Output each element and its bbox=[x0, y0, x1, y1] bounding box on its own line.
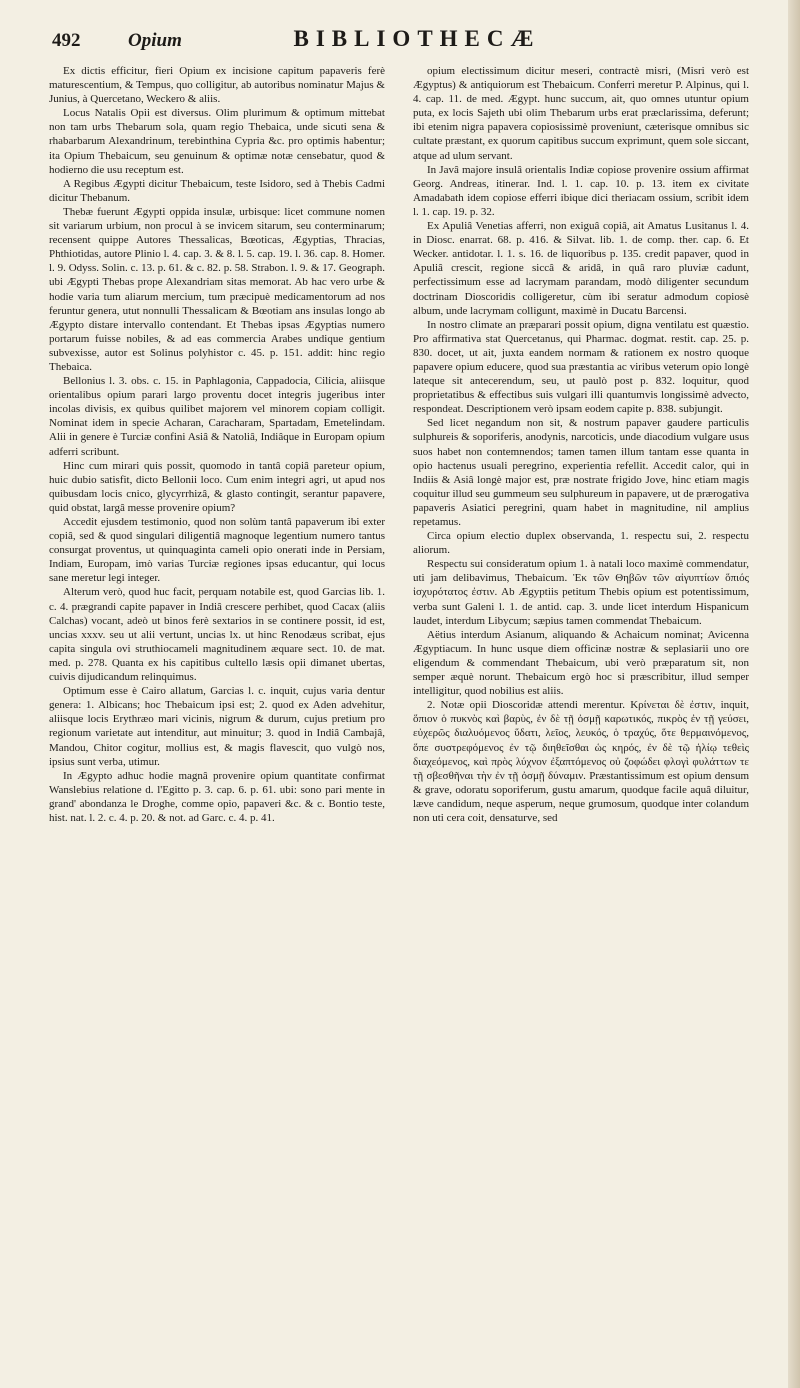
paragraph: 2. Notæ opii Dioscoridæ attendi merentur. Κρίνεται δὲ ἐστιν, inquit, ὅπιον ὁ πυκνὸς καὶ βαρὺς, ἐν δὲ τῇ ὀσμῇ καρωτικός, πικρὸς ἐν τῇ γεύσει, εὐχερῶς διαλυόμενος ὕδατι, λεῖος, λευκός, ὁ τραχύς, ὅτε θερμαινόμενος, ὅπε συστρεφόμενος ἐν τῷ διηθεῖσθαι ὡς κηρός, ἐν δὲ τῷ ἡλίῳ τεθεὶς διαχεόμενος, καὶ πρὸς λύχνον ἐξαπτόμενος οὐ ζοφώδει φλογὶ φυλάττων τε τῇ σβεσθῆναι τὴν ἐν τῇ ὀσμῇ δύναμιν. Præstantissimum est opium densum & grave, odoratu soporiferum, gustu amarum, quodque facile aquâ diluitur, læve candidum, neque asperum, neque grumosum, quodque inter colandum non uti cera coit, densaturve, sed bbox=[413, 699, 749, 824]
page-edge bbox=[788, 0, 800, 1388]
paragraph: Sed licet negandum non sit, & nostrum papaver gaudere particulis sulphureis & soporiferis, anodynis, narcoticis, unde diacodium vulgare usus suos habet non contemnendos; tamen tamen illum tantam esse quanta in opio hactenus usuali peregrino, experientia refellit. Accedit calor, qui in Indiis & Asiâ longè major est, præ nostrate frigido Jove, hinc etiam magis coquitur illud seu gummeum seu sulphureum in papavere, ut de prærogativa papaveris Asiatici peregrini, quam habet in magnitudine, nil amplius repetamus. bbox=[413, 417, 749, 528]
paragraph: Ex dictis efficitur, fieri Opium ex incisione capitum papaveris ferè maturescentium, & Tempus, quo colligitur, ab autoribus nominatur Majus & Junius, à Quercetano, Weckero & aliis. bbox=[49, 65, 385, 106]
page-header bbox=[52, 22, 782, 62]
paragraph: In nostro climate an præparari possit opium, digna ventilatu est quæstio. Pro affirmativa stat Quercetanus, qui Pharmac. dogmat. restit. cap. 25. p. 830. docet, ut ait, juxta eandem normam & rationem ex nostro quoque papavere opium educere, quod sua præstantia ac viribus veterum opio longè lateque sit antecerendum, seu, ut paulò post p. 832. loquitur, quod proprietatibus & effectibus suis vulgari illi quantumvis longissimè advecto, respondeat. Descriptionem verò ipsam eodem capite p. 838. subjungit. bbox=[413, 318, 749, 416]
paragraph: Aëtius interdum Asianum, aliquando & Achaicum nominat; Avicenna Ægyptiacum. In hunc usque diem officinæ nostræ & seplasiarii uno ore eligendum & commendant Thebaicum, ubi verò præparatum sit, non semper æquè norunt. Thebaicum ergò hoc si præscribitur, illud semper intelligitur, quod nobilius est aliis. bbox=[413, 628, 749, 698]
paragraph: Accedit ejusdem testimonio, quod non solùm tantâ papaverum ibi exter copiâ, sed & quod singulari diligentiâ magnoque legentium numero tantus consurgat proventus, ut quinquaginta cameli opio onerati inde in Persiam, Indiam, Europam, imò varias Turciæ regiones ipsas educantur, qui locus sane meretur legi integer. bbox=[49, 516, 385, 585]
paragraph: In Ægypto adhuc hodie magnâ provenire opium quantitate confirmat Wanslebius relatione d. l'Egitto p. 3. cap. 6. p. 61. ubi: sono pari mente in grand' abondanza le Droghe, comme opio, papaveri &c. & c. Bontio teste, hist. nat. l. 2. c. 4. p. 20. & not. ad Garc. c. 4. p. 41. bbox=[49, 769, 385, 824]
paragraph: Bellonius l. 3. obs. c. 15. in Paphlagonia, Cappadocia, Cilicia, aliisque orientalibus opium parari largo proventu docet integris jugeribus inter incolas divisis, ex quibus quilibet majorem vel minorem copiam colligit. Nominat idem in specie Acharan, Caracharam, Spartadam, Emetelindam. Alii in genere è Turciæ confini Asiâ & Natoliâ, Indiâque in Europam opium adferri scribunt. bbox=[49, 375, 385, 458]
paragraph: Hinc cum mirari quis possit, quomodo in tantâ copiâ pareteur opium, huic dubio satisfit, dicto Bellonii loco. Cum enim integri agri, ut apud nos quibusdam locis cnico, glycyrrhizâ, & glasto contingit, serantur papavere, quid obstat, largâ messe provenire opium? bbox=[49, 459, 385, 514]
paragraph: Circa opium electio duplex observanda, 1. respectu sui, 2. respectu aliorum. bbox=[413, 530, 749, 557]
paragraph: Ex Apuliâ Venetias afferri, non exiguâ copiâ, ait Amatus Lusitanus l. 4. in Diosc. enarrat. 68. p. 416. & Silvat. lib. 1. de comp. ther. cap. 6. Et Wecker. antidotar. l. 1. s. 16. de liquoribus p. 135. credit papaver, quod in Apuliâ crescit, regione siccâ & aridâ, in quâ raro pluviæ cadunt, perfectissimum esse ad lacrymam parandam, modò diligenter secundum doctrinam Dioscoridis colligeretur, cùm ibi seratur admodum copiosè album, unde lacrymam colligunt, maximè in Ducatu Barcensi. bbox=[413, 220, 749, 317]
page-number: 492 bbox=[52, 30, 81, 51]
paragraph: Alterum verò, quod huc facit, perquam notabile est, quod Garcias lib. 1. c. 4. prægrandi capite papaver in Indiâ crescere perhibet, quod Cacax (aliis Calchas) vocant, adeò ut binos ferè sextarios in se continere possit, id est, uncias xxxv. seu ut alii vertunt, uncias lx. ut hinc Renodæus scribat, ejus capita singula ovi struthiocameli magnitudinem æquare sect. 10. de mat. med. p. 278. Quanta ex his capitibus cultello læsis opii dimanet ubertas, cuivis dijudicandum relinquimus. bbox=[49, 586, 385, 684]
paragraph: Thebæ fuerunt Ægypti oppida insulæ, urbisque: licet commune nomen sit variarum urbium, non procul à se invicem sitarum, seu conterminarum; recensent quippe Autores Thessalicas, Bœoticas, Ægyptias, Thracias, Phthiotidas, autore Plinio l. 4. cap. 3. & 8. l. 5. cap. 19. l. 36. cap. 8. Homer. l. 9. Odyss. Solin. c. 13. p. 61. & c. 82. p. 58. Strabon. l. 9. & 17. Geograph. ubi Ægypti Thebas prope Alexandriam sitas memorat. Ab hac vero urbe & hodie varia tum aliarum mercium, tum præcipuè medicamentorum ad nos feruntur genera, utut nonnulli Thessalicam & Bœotiam ans insulas longo ab Ægypto distare intervallo contendant. Et Thebas ipsas Ægyptias numero portarum fuisse nobiles, & ad eas commercia Arabes undique gentium subvexisse, autor est Solinus polyhistor c. 45. p. 151. addit: hinc regio Thebaica. bbox=[49, 205, 385, 373]
paragraph: opium electissimum dicitur meseri, contractè misri, (Misri verò est Ægyptus) & antiquiorum est Thebaicum. Conferri meretur P. Alpinus, qui l. 4. cap. 11. de med. Ægypt. hunc succum, ait, quo omnes utuntur opium puta, ex locis Sajeth ubi olim Thebarum urbs erat præclarissima, deferunt; ibi etenim nigra papavera copiosissimè proveniunt, cæterisque omnibus sic cultate præstant, ex quorum capitibus succum exprimunt, quem sole siccant, atque ad ulum servant. bbox=[413, 65, 749, 162]
running-head-title: BIBLIOTHECÆ bbox=[293, 26, 541, 51]
paragraph: In Javâ majore insulâ orientalis Indiæ copiose provenire ossium affirmat Georg. Andreas, itinerar. Ind. l. 1. cap. 10. p. 13. item ex civitate Amadabath idem copiose efferri ibique dici theriacam ossium, scribit idem l. 1. cap. 19. p. 32. bbox=[413, 163, 749, 218]
left-column bbox=[49, 64, 385, 825]
right-column bbox=[413, 64, 749, 825]
paragraph: Respectu sui consideratum opium 1. à natali loco maximè commendatur, uti jam delibavimus, Thebaicum. Ἐκ τῶν Θηβῶν τῶν αἰγυπτίων ὅπιός ἰσχυρότατος ἐστιν. Ab Ægyptiis petitum Thebis opium est potentissimum, verba sunt Galeni l. 1. de antid. cap. 3. unde licet interdum Hispanicum laudet, interdum Libycum; sæpius tamen commendat Thebaicum. bbox=[413, 558, 749, 627]
paragraph: Locus Natalis Opii est diversus. Olim plurimum & optimum mittebat non tam urbs Thebarum sola, quam regio Thebaica, unde sicuti sena & rhabarbarum Alexandrinum, terebinthina Cypria &c. pro optimis habentur; ita Opium Thebaicum, seu genuinum & optimæ notæ censebatur, quod & hodierno die usu receptum est. bbox=[49, 107, 385, 176]
paragraph: A Regibus Ægypti dicitur Thebaicum, teste Isidoro, sed à Thebis Cadmi dicitur Thebanum. bbox=[49, 177, 385, 204]
paragraph: Optimum esse è Cairo allatum, Garcias l. c. inquit, cujus varia dentur genera: 1. Albicans; hoc Thebaicum ipsi est; 2. quod ex Aden advehitur, aliisque locis Erythræo mari vicinis, nigrum & durum, cujus pretium pro regionum varietate aut intenditur, aut minuitur; 3. quod in Indiâ Cambajâ, Mandou, Chitor cogitur, mollius est, & magis flavescit, quo vulgò nos, ipsius sunt verba, utimur. bbox=[49, 685, 385, 768]
running-head-topic: Opium bbox=[128, 30, 182, 51]
